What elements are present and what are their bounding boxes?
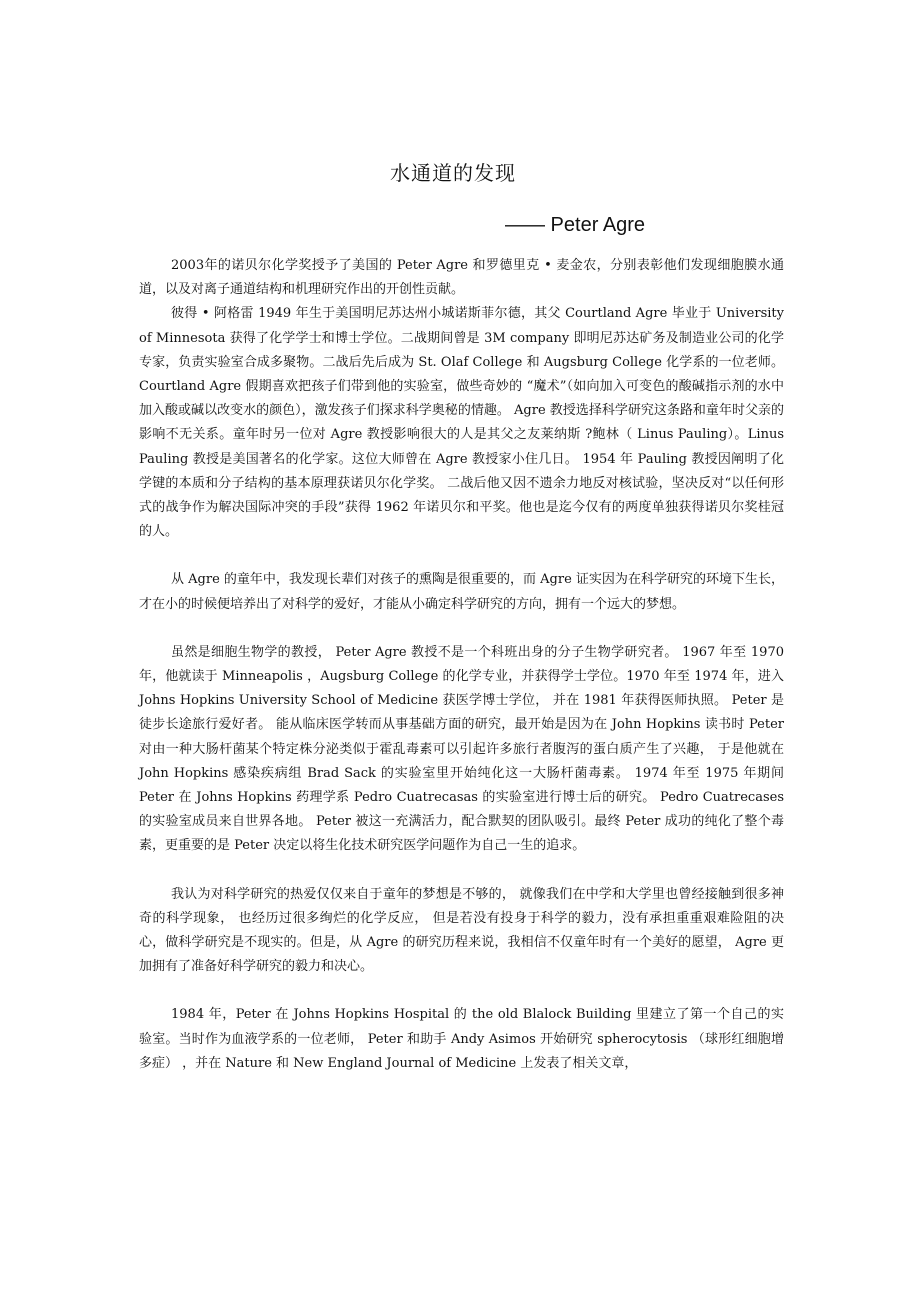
page-title: 水通道的发现 — [390, 161, 516, 186]
paragraph-2: 彼得 • 阿格雷 1949 年生于美国明尼苏达州小城诺斯菲尔德，其父 Courtland Agre 毕业于 University of Minnesota 获得了化学学士和博士学位。二战期间曾是 3M company 即明尼苏达矿务及制造业公司的化学专家，负责实验室合成多聚物。二战后先后成为 St. Olaf College 和 Augsburg College 化学系的一位老师。 Courtland Agre 假期喜欢把孩子们带到他的实验室，做些奇妙的 “魔术”（如向加入可变色的酸碱指示剂的水中加入酸或碱以改变水的颜色），激发孩子们探求科学奥秘的情趣。 Agre 教授选择科学研究这条路和童年时父亲的影响不无关系。童年时另一位对 Agre 教授影响很大的人是其父之友莱纳斯 ?鲍林（ Linus Pauling）。Linus Pauling 教授是美国著名的化学家。这位大师曾在 Agre 教授家小住几日。 1954 年 Pauling 教授因阐明了化学键的本质和分子结构的基本原理获诺贝尔化学奖。 二战后他又因不遗余力地反对核试验，坚决反对“以任何形式的战争作为解决国际冲突的手段”获得 1962 年诺贝尔和平奖。他也是迄今仅有的两度单独获得诺贝尔奖桂冠的人。 — [139, 306, 784, 540]
paragraph-3: 从 Agre 的童年中，我发现长辈们对孩子的熏陶是很重要的，而 Agre 证实因为在科学研究的环境下生长，才在小的时候便培养出了对科学的爱好，才能从小确定科学研究的方向，拥有一个远大的梦想。 — [139, 572, 784, 612]
paragraph-5: 我认为对科学研究的热爱仅仅来自于童年的梦想是不够的， 就像我们在中学和大学里也曾经接触到很多神奇的科学现象， 也经历过很多绚烂的化学反应， 但是若没有投身于科学的毅力，没有承担重重艰难险阻的决心，做科学研究是不现实的。但是，从 Agre 的研究历程来说，我相信不仅童年时有一个美好的愿望， Agre 更加拥有了准备好科学研究的毅力和决心。 — [139, 886, 784, 975]
paragraph-1: 2003年的诺贝尔化学奖授予了美国的 Peter Agre 和罗德里克 • 麦金农，分别表彰他们发现细胞膜水通道，以及对离子通道结构和机理研究作出的开创性贡献。 — [139, 258, 784, 298]
paragraph-4: 虽然是细胞生物学的教授， Peter Agre 教授不是一个科班出身的分子生物学研究者。 1967 年至 1970 年，他就读于 Minneapolis ，Augsburg College 的化学专业，并获得学士学位。1970 年至 1974 年，进入 Johns Hopkins University School of Medicine 获医学博士学位， 并在 1981 年获得医师执照。 Peter 是徒步长途旅行爱好者。 能从临床医学转而从事基础方面的研究，最开始是因为在 John Hopkins 读书时 Peter 对由一种大肠杆菌某个特定株分泌类似于霍乱毒素可以引起许多旅行者腹泻的蛋白质产生了兴趣， 于是他就在 John Hopkins 感染疾病组 Brad Sack 的实验室里开始纯化这一大肠杆菌毒素。 1974 年至 1975 年期间 Peter 在 Johns Hopkins 药理学系 Pedro Cuatrecasas 的实验室进行博士后的研究。 Pedro Cuatrecases 的实验室成员来自世界各地。 Peter 被这一充满活力，配合默契的团队吸引。最终 Peter 成功的纯化了整个毒素，更重要的是 Peter 决定以将生化技术研究医学问题作为自己一生的追求。 — [139, 644, 784, 854]
author-line: —— Peter Agre — [505, 214, 646, 236]
paragraph-6: 1984 年，Peter 在 Johns Hopkins Hospital 的 the old Blalock Building 里建立了第一个自己的实验室。当时作为血液学系的一位老师， Peter 和助手 Andy Asimos 开始研究 spherocytosis （球形红细胞增多症） ，并在 Nature 和 New England Journal of Medicine 上发表了相关文章， — [139, 1007, 784, 1071]
article-body — [139, 254, 784, 1076]
